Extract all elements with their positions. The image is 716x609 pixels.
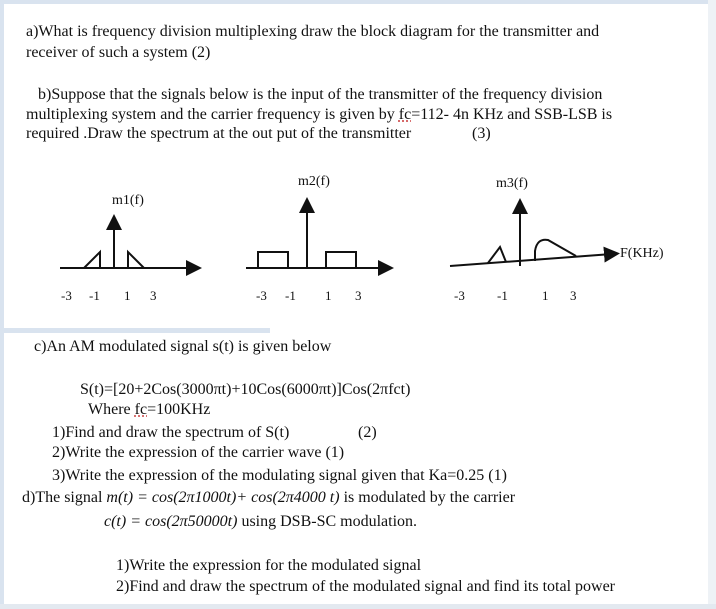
m3-spectrum	[450, 206, 612, 266]
m1-left-triangle	[84, 252, 100, 268]
part-c-where-pre: Where	[88, 401, 135, 418]
part-d-line1-post: is modulated by the carrier	[339, 489, 516, 506]
part-d-message-expression: m(t) = cos(2π1000t)+ cos(2π4000 t)	[106, 489, 340, 506]
m1-tick: -1	[89, 288, 100, 303]
part-c-where-post: =100KHz	[147, 401, 211, 418]
m2-tick: -3	[256, 288, 267, 303]
part-d-line2-post: using DSB-SC modulation.	[237, 513, 418, 530]
m1-spectrum	[60, 222, 194, 268]
part-d-line1-pre: d)The signal	[22, 489, 107, 506]
frequency-axis-label: F(KHz)	[620, 246, 664, 261]
part-c-fc: fc	[134, 401, 148, 418]
m2-right-rect	[326, 252, 356, 268]
m3-label: m3(f)	[496, 176, 528, 191]
m1-label: m1(f)	[112, 193, 144, 208]
part-b-marks: (3)	[472, 125, 491, 142]
part-b-line3: required .Draw the spectrum at the out put of the transmitter	[26, 125, 412, 142]
part-d-carrier-expression: c(t) = cos(2π50000t)	[104, 513, 238, 530]
m3-axis	[450, 254, 612, 266]
part-c-equation: S(t)=[20+2Cos(3000πt)+10Cos(6000πt)]Cos(2πfct)	[80, 381, 411, 398]
m3-tick: -3	[454, 288, 465, 303]
part-a-line2: receiver of such a system (2)	[26, 44, 211, 61]
part-c-q2: 2)Write the expression of the carrier wave (1)	[52, 444, 345, 461]
part-b-line2-post: =112- 4n KHz and SSB-LSB is	[411, 106, 613, 123]
part-d-line2	[104, 513, 417, 531]
m2-tick: 3	[355, 288, 362, 303]
m1-tick: 1	[124, 288, 131, 303]
part-c-where	[88, 401, 210, 419]
m2-label: m2(f)	[298, 174, 330, 189]
part-b-line1: b)Suppose that the signals below is the input of the transmitter of the frequency division	[38, 86, 603, 103]
m3-left-shape	[488, 247, 506, 263]
m3-tick: -1	[497, 288, 508, 303]
m3-tick: 1	[542, 288, 549, 303]
part-a-line1: a)What is frequency division multiplexing draw the block diagram for the transmitter and	[26, 23, 600, 40]
m1-right-triangle	[128, 252, 144, 268]
part-c-intro: c)An AM modulated signal s(t) is given below	[34, 338, 332, 355]
part-d-q1: 1)Write the expression for the modulated signal	[116, 557, 422, 574]
part-b-fc: fc	[398, 106, 412, 123]
m2-left-rect	[258, 252, 288, 268]
part-d-line1	[22, 489, 515, 507]
part-d-q2: 2)Find and draw the spectrum of the modulated signal and find its total power	[116, 578, 615, 595]
part-b-line2-pre: multiplexing system and the carrier frequency is given by	[26, 106, 399, 123]
part-c-q3: 3)Write the expression of the modulating signal given that Ka=0.25 (1)	[52, 467, 507, 484]
part-c-q1-marks: (2)	[358, 424, 377, 441]
m2-tick: -1	[285, 288, 296, 303]
m3-tick: 3	[570, 288, 577, 303]
part-c-q1: 1)Find and draw the spectrum of S(t)	[52, 424, 290, 441]
m1-tick: 3	[150, 288, 157, 303]
m2-spectrum	[246, 205, 386, 268]
m1-tick: -3	[61, 288, 72, 303]
m2-tick: 1	[325, 288, 332, 303]
